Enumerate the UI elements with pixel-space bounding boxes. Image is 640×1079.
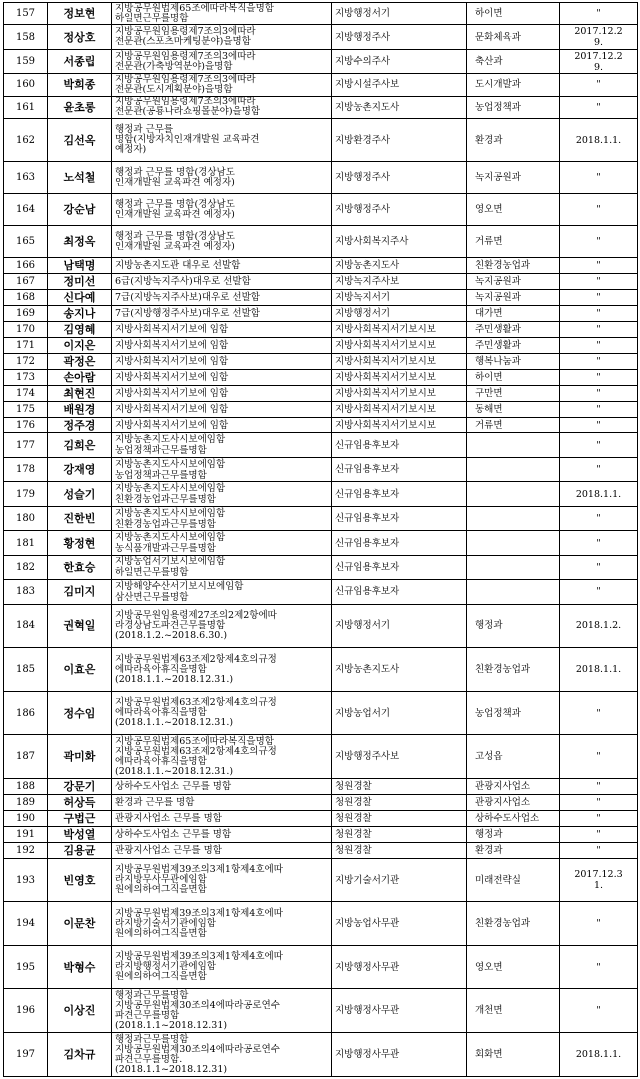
cell-position: 청원경찰 <box>332 810 467 826</box>
cell-order-detail: 지방공무원법제65조에따라복직을명함 하일면근무를명함 <box>112 3 332 25</box>
cell-number: 187 <box>4 735 48 779</box>
cell-date: " <box>560 691 638 735</box>
cell-position: 청원경찰 <box>332 826 467 842</box>
cell-position: 지방사회복지서기보시보 <box>332 385 467 401</box>
cell-date: " <box>560 74 638 96</box>
cell-date: 2017.12.2 9. <box>560 49 638 73</box>
cell-date: " <box>560 826 638 842</box>
cell-date: 2018.1.2. <box>560 604 638 648</box>
cell-date: " <box>560 902 638 946</box>
cell-department: 고성읍 <box>467 735 560 779</box>
cell-position: 신규임용후보자 <box>332 580 467 604</box>
cell-department: 거류면 <box>467 226 560 258</box>
cell-order-detail: 행정과근무를명함 지방공무원법제30조의4에따라공로연수 파견근무를명함 (2018.1.1~2018.12.31) <box>112 989 332 1033</box>
cell-number: 169 <box>4 305 48 321</box>
cell-position: 지방기술서기관 <box>332 858 467 902</box>
table-row <box>4 321 638 337</box>
cell-position: 신규임용후보자 <box>332 482 467 506</box>
cell-position: 지방행정주사보 <box>332 735 467 779</box>
cell-order-detail: 지방공무원임용령제7조의3에따라 전문관(공룡나라쇼핑몰분야)을명함 <box>112 96 332 118</box>
cell-department: 회화면 <box>467 1033 560 1077</box>
cell-position: 지방농업서기 <box>332 691 467 735</box>
cell-date: " <box>560 369 638 385</box>
cell-date: " <box>560 433 638 457</box>
table-row <box>4 858 638 902</box>
cell-number: 177 <box>4 433 48 457</box>
cell-number: 180 <box>4 506 48 530</box>
table-row <box>4 531 638 555</box>
cell-department: 환경과 <box>467 118 560 162</box>
cell-number: 197 <box>4 1033 48 1077</box>
table-row <box>4 1033 638 1077</box>
cell-order-detail: 행정과근무를명함 지방공무원법제30조의4에따라공로연수 파견근무를명함. (2018.1.1~2018.12.31) <box>112 1033 332 1077</box>
cell-number: 166 <box>4 258 48 274</box>
cell-department: 상하수도사업소 <box>467 810 560 826</box>
table-row <box>4 945 638 989</box>
cell-order-detail: 지방공무원법제39조의3제1항제4호에따 라지방무사무관에임함 원에의하여그직을면함 <box>112 858 332 902</box>
cell-position: 지방행정사무관 <box>332 989 467 1033</box>
cell-number: 192 <box>4 842 48 858</box>
cell-order-detail: 지방공무원법제63조제2항제4호의규정 에따라육아휴직을명함 (2018.1.1.~2018.12.31.) <box>112 648 332 692</box>
cell-name: 정미선 <box>48 274 112 290</box>
cell-position: 지방사회복지서기보시보 <box>332 353 467 369</box>
cell-name: 진한빈 <box>48 506 112 530</box>
cell-name: 정상호 <box>48 25 112 49</box>
cell-position: 지방행정서기 <box>332 3 467 25</box>
cell-order-detail: 지방공무원임용령제7조의3에따라 전문관(스포츠마케팅분야)을명함 <box>112 25 332 49</box>
cell-name: 최정옥 <box>48 226 112 258</box>
cell-department: 미래전략실 <box>467 858 560 902</box>
table-row <box>4 369 638 385</box>
cell-number: 193 <box>4 858 48 902</box>
cell-position: 지방행정서기 <box>332 305 467 321</box>
cell-name: 성슬기 <box>48 482 112 506</box>
cell-order-detail: 지방공무원법제65조에따라복직을명함 지방공무원법제63조제2항제4호의규정 에따라육아휴직을명함 (2018.1.1.~2018.12.31.) <box>112 735 332 779</box>
cell-number: 171 <box>4 337 48 353</box>
cell-position: 지방농촌지도사 <box>332 96 467 118</box>
table-row <box>4 433 638 457</box>
cell-number: 191 <box>4 826 48 842</box>
cell-date: " <box>560 735 638 779</box>
cell-date: " <box>560 531 638 555</box>
cell-number: 163 <box>4 162 48 194</box>
cell-name: 윤초롱 <box>48 96 112 118</box>
cell-number: 179 <box>4 482 48 506</box>
cell-number: 168 <box>4 290 48 306</box>
cell-department <box>467 580 560 604</box>
cell-department: 개천면 <box>467 989 560 1033</box>
cell-department <box>467 482 560 506</box>
cell-department: 친환경농업과 <box>467 902 560 946</box>
cell-name: 박성열 <box>48 826 112 842</box>
cell-name: 서종립 <box>48 49 112 73</box>
cell-date: 2018.1.1. <box>560 118 638 162</box>
table-row <box>4 353 638 369</box>
cell-date: " <box>560 321 638 337</box>
cell-department: 환경과 <box>467 842 560 858</box>
cell-date: " <box>560 305 638 321</box>
cell-department: 대가면 <box>467 305 560 321</box>
cell-number: 175 <box>4 401 48 417</box>
table-row <box>4 794 638 810</box>
cell-date: " <box>560 506 638 530</box>
cell-name: 남택명 <box>48 258 112 274</box>
cell-date: " <box>560 842 638 858</box>
table-row <box>4 482 638 506</box>
cell-order-detail: 행정과 근무를 명함(경상남도 인재개발원 교육파견 예정자) <box>112 226 332 258</box>
cell-order-detail: 지방농촌지도사시보에임함 농업정책과근무를명함 <box>112 457 332 481</box>
cell-date: 2018.1.1. <box>560 648 638 692</box>
cell-position: 지방농촌지도사 <box>332 648 467 692</box>
cell-order-detail: 지방사회복지서기보에 임함 <box>112 353 332 369</box>
table-row <box>4 506 638 530</box>
table-row <box>4 194 638 226</box>
cell-date: " <box>560 337 638 353</box>
cell-name: 최현진 <box>48 385 112 401</box>
cell-position: 신규임용후보자 <box>332 433 467 457</box>
cell-number: 174 <box>4 385 48 401</box>
cell-department: 문화체육과 <box>467 25 560 49</box>
cell-order-detail: 지방농촌지도사시보에임함 농식품개발과근무를명함 <box>112 531 332 555</box>
cell-order-detail: 지방농촌지도관 대우로 선발함 <box>112 258 332 274</box>
cell-name: 김미지 <box>48 580 112 604</box>
table-row <box>4 258 638 274</box>
cell-department: 축산과 <box>467 49 560 73</box>
cell-department: 주민생활과 <box>467 321 560 337</box>
table-row <box>4 604 638 648</box>
cell-date: " <box>560 385 638 401</box>
cell-date: " <box>560 457 638 481</box>
table-row <box>4 337 638 353</box>
cell-date: 2017.12.2 9. <box>560 25 638 49</box>
cell-department: 농업정책과 <box>467 691 560 735</box>
cell-department: 하이면 <box>467 369 560 385</box>
table-row <box>4 691 638 735</box>
cell-position: 지방행정서기 <box>332 604 467 648</box>
cell-name: 이상진 <box>48 989 112 1033</box>
table-row <box>4 555 638 579</box>
cell-department: 관광지사업소 <box>467 779 560 795</box>
cell-number: 173 <box>4 369 48 385</box>
cell-order-detail: 상하수도사업소 근무를 명함 <box>112 779 332 795</box>
cell-date: " <box>560 3 638 25</box>
cell-date: " <box>560 274 638 290</box>
cell-department: 거류면 <box>467 417 560 433</box>
table-row <box>4 162 638 194</box>
cell-department: 동해면 <box>467 401 560 417</box>
cell-date: " <box>560 194 638 226</box>
cell-position: 지방행정주사 <box>332 194 467 226</box>
cell-order-detail: 지방공무원임용령제7조의3에따라 전문관(가축방역분야)을명함 <box>112 49 332 73</box>
cell-department <box>467 555 560 579</box>
cell-number: 160 <box>4 74 48 96</box>
cell-name: 이문찬 <box>48 902 112 946</box>
cell-order-detail: 7급(지방녹지주사보)대우로 선발함 <box>112 290 332 306</box>
table-row <box>4 274 638 290</box>
cell-number: 183 <box>4 580 48 604</box>
cell-date: " <box>560 417 638 433</box>
cell-name: 정주경 <box>48 417 112 433</box>
cell-position: 지방수의주사 <box>332 49 467 73</box>
cell-number: 182 <box>4 555 48 579</box>
cell-number: 186 <box>4 691 48 735</box>
cell-department: 영오면 <box>467 945 560 989</box>
cell-department: 행복나눔과 <box>467 353 560 369</box>
cell-order-detail: 지방농촌지도사시보에임함 농업정책과근무를명함 <box>112 433 332 457</box>
cell-order-detail: 지방사회복지서기보에 임함 <box>112 385 332 401</box>
cell-name: 허상득 <box>48 794 112 810</box>
cell-department: 행정과 <box>467 826 560 842</box>
table-row <box>4 457 638 481</box>
cell-name: 한효승 <box>48 555 112 579</box>
cell-number: 190 <box>4 810 48 826</box>
cell-position: 지방행정사무관 <box>332 945 467 989</box>
table-row <box>4 96 638 118</box>
cell-number: 189 <box>4 794 48 810</box>
cell-date: " <box>560 226 638 258</box>
table-row <box>4 401 638 417</box>
cell-department: 친환경농업과 <box>467 258 560 274</box>
table-row <box>4 902 638 946</box>
table-row <box>4 226 638 258</box>
cell-order-detail: 행정과 근무를 명함(지방자치인재개발원 교육파견 예정자) <box>112 118 332 162</box>
cell-name: 박희종 <box>48 74 112 96</box>
cell-position: 지방사회복지서기보시보 <box>332 337 467 353</box>
cell-order-detail: 7급(지방행정주사보)대우로 선발함 <box>112 305 332 321</box>
table-row <box>4 417 638 433</box>
table-row <box>4 74 638 96</box>
cell-number: 159 <box>4 49 48 73</box>
cell-order-detail: 지방공무원법제39조의3제1항제4호에따 라지방행정서기관에임함 원에의하여그직을면함 <box>112 945 332 989</box>
cell-department: 친환경농업과 <box>467 648 560 692</box>
cell-number: 188 <box>4 779 48 795</box>
cell-number: 161 <box>4 96 48 118</box>
cell-number: 164 <box>4 194 48 226</box>
cell-order-detail: 지방농촌지도사시보에임함 친환경농업과근무를명함 <box>112 506 332 530</box>
cell-number: 167 <box>4 274 48 290</box>
cell-number: 158 <box>4 25 48 49</box>
cell-name: 정수임 <box>48 691 112 735</box>
cell-department: 행정과 <box>467 604 560 648</box>
cell-position: 지방농업사무관 <box>332 902 467 946</box>
cell-order-detail: 지방사회복지서기보에 임함 <box>112 321 332 337</box>
cell-date: " <box>560 945 638 989</box>
cell-date: 2018.1.1. <box>560 482 638 506</box>
cell-number: 176 <box>4 417 48 433</box>
cell-position: 신규임용후보자 <box>332 506 467 530</box>
cell-name: 김선옥 <box>48 118 112 162</box>
cell-number: 157 <box>4 3 48 25</box>
cell-number: 196 <box>4 989 48 1033</box>
cell-position: 청원경찰 <box>332 779 467 795</box>
table-row <box>4 648 638 692</box>
cell-name: 빈영호 <box>48 858 112 902</box>
cell-order-detail: 지방농업서기보시보에임함 하일면근무를명함 <box>112 555 332 579</box>
cell-position: 지방시설주사보 <box>332 74 467 96</box>
cell-position: 지방사회복지서기보시보 <box>332 369 467 385</box>
table-row <box>4 305 638 321</box>
cell-department: 녹지공원과 <box>467 162 560 194</box>
cell-department: 구만면 <box>467 385 560 401</box>
cell-order-detail: 행정과 근무를 명함(경상남도 인재개발원 교육파견 예정자) <box>112 162 332 194</box>
cell-order-detail: 지방농촌지도사시보에임함 친환경농업과근무를명함 <box>112 482 332 506</box>
cell-date: " <box>560 794 638 810</box>
cell-number: 172 <box>4 353 48 369</box>
table-row <box>4 290 638 306</box>
cell-department: 하이면 <box>467 3 560 25</box>
cell-department: 주민생활과 <box>467 337 560 353</box>
table-row <box>4 735 638 779</box>
cell-department: 영오면 <box>467 194 560 226</box>
cell-number: 178 <box>4 457 48 481</box>
table-row <box>4 49 638 73</box>
cell-name: 곽정은 <box>48 353 112 369</box>
cell-order-detail: 행정과 근무를 명함(경상남도 인재개발원 교육파견 예정자) <box>112 194 332 226</box>
cell-name: 배원경 <box>48 401 112 417</box>
cell-order-detail: 지방사회복지서기보에 임함 <box>112 337 332 353</box>
table-row <box>4 385 638 401</box>
cell-department: 농업정책과 <box>467 96 560 118</box>
cell-position: 지방사회복지서기보시보 <box>332 401 467 417</box>
cell-department: 관광지사업소 <box>467 794 560 810</box>
cell-name: 김차규 <box>48 1033 112 1077</box>
cell-order-detail: 상하수도사업소 근무를 명함 <box>112 826 332 842</box>
cell-name: 김희은 <box>48 433 112 457</box>
cell-number: 165 <box>4 226 48 258</box>
cell-position: 지방환경주사 <box>332 118 467 162</box>
table-row <box>4 826 638 842</box>
cell-date: " <box>560 989 638 1033</box>
cell-position: 지방사회복지서기보시보 <box>332 417 467 433</box>
cell-date: " <box>560 353 638 369</box>
cell-position: 지방행정사무관 <box>332 1033 467 1077</box>
table-row <box>4 842 638 858</box>
cell-name: 구법근 <box>48 810 112 826</box>
cell-department <box>467 433 560 457</box>
cell-name: 강재영 <box>48 457 112 481</box>
table-row <box>4 810 638 826</box>
cell-position: 청원경찰 <box>332 842 467 858</box>
cell-position: 지방사회복지주사 <box>332 226 467 258</box>
table-row <box>4 989 638 1033</box>
cell-position: 지방행정주사 <box>332 25 467 49</box>
cell-number: 170 <box>4 321 48 337</box>
cell-date: " <box>560 162 638 194</box>
cell-date: " <box>560 401 638 417</box>
cell-number: 181 <box>4 531 48 555</box>
cell-date: " <box>560 580 638 604</box>
cell-order-detail: 지방사회복지서기보에 임함 <box>112 369 332 385</box>
personnel-table <box>3 2 638 1077</box>
cell-order-detail: 지방공무원법제39조의3제1항제4호에따 라지방기술서기관에임함 원에의하여그직을면함 <box>112 902 332 946</box>
cell-name: 송지나 <box>48 305 112 321</box>
cell-order-detail: 지방공무원임용령제27조의2제2항에따 라경상남도파견근무를명함 (2018.1.2.~2018.6.30.) <box>112 604 332 648</box>
table-row <box>4 25 638 49</box>
cell-name: 이지은 <box>48 337 112 353</box>
cell-name: 정보현 <box>48 3 112 25</box>
cell-name: 박형수 <box>48 945 112 989</box>
cell-number: 162 <box>4 118 48 162</box>
cell-number: 184 <box>4 604 48 648</box>
cell-number: 194 <box>4 902 48 946</box>
cell-date: " <box>560 555 638 579</box>
cell-name: 이효은 <box>48 648 112 692</box>
cell-number: 195 <box>4 945 48 989</box>
cell-date: " <box>560 290 638 306</box>
cell-name: 황정현 <box>48 531 112 555</box>
cell-position: 지방사회복지서기보시보 <box>332 321 467 337</box>
cell-date: " <box>560 779 638 795</box>
cell-order-detail: 지방사회복지서기보에 임함 <box>112 417 332 433</box>
cell-name: 노석철 <box>48 162 112 194</box>
cell-name: 신다예 <box>48 290 112 306</box>
cell-order-detail: 관광지사업소 근무를 명함 <box>112 842 332 858</box>
cell-order-detail: 6급(지방녹지주사)대우로 선발함 <box>112 274 332 290</box>
cell-name: 강순남 <box>48 194 112 226</box>
cell-department <box>467 506 560 530</box>
cell-date: " <box>560 96 638 118</box>
table-row <box>4 118 638 162</box>
cell-date: 2017.12.3 1. <box>560 858 638 902</box>
cell-position: 신규임용후보자 <box>332 531 467 555</box>
cell-name: 김용균 <box>48 842 112 858</box>
cell-date: " <box>560 258 638 274</box>
cell-department <box>467 531 560 555</box>
cell-name: 김영혜 <box>48 321 112 337</box>
cell-order-detail: 지방공무원법제63조제2항제4호의규정 에따라육아휴직을명함 (2018.1.1.~2018.12.31.) <box>112 691 332 735</box>
cell-order-detail: 지방사회복지서기보에 임함 <box>112 401 332 417</box>
cell-department: 녹지공원과 <box>467 290 560 306</box>
cell-department: 도시개발과 <box>467 74 560 96</box>
cell-position: 지방녹지주사보 <box>332 274 467 290</box>
table-row <box>4 3 638 25</box>
cell-order-detail: 관광지사업소 근무를 명함 <box>112 810 332 826</box>
cell-position: 지방녹지서기 <box>332 290 467 306</box>
cell-order-detail: 지방공무원임용령제7조의3에따라 전문관(도시계획분야)을명함 <box>112 74 332 96</box>
cell-position: 지방농촌지도사 <box>332 258 467 274</box>
cell-order-detail: 지방해양수산서기보시보에임함 삼산면근무를명함 <box>112 580 332 604</box>
cell-number: 185 <box>4 648 48 692</box>
cell-department: 녹지공원과 <box>467 274 560 290</box>
cell-name: 곽미화 <box>48 735 112 779</box>
cell-order-detail: 환경과 근무를 명함 <box>112 794 332 810</box>
cell-name: 손아람 <box>48 369 112 385</box>
cell-position: 신규임용후보자 <box>332 555 467 579</box>
cell-position: 지방행정주사 <box>332 162 467 194</box>
cell-name: 권혁일 <box>48 604 112 648</box>
cell-date: 2018.1.1. <box>560 1033 638 1077</box>
cell-name: 강문기 <box>48 779 112 795</box>
table-row <box>4 779 638 795</box>
table-body <box>4 3 638 1077</box>
cell-date: " <box>560 810 638 826</box>
cell-department <box>467 457 560 481</box>
cell-position: 신규임용후보자 <box>332 457 467 481</box>
table-row <box>4 580 638 604</box>
cell-position: 청원경찰 <box>332 794 467 810</box>
